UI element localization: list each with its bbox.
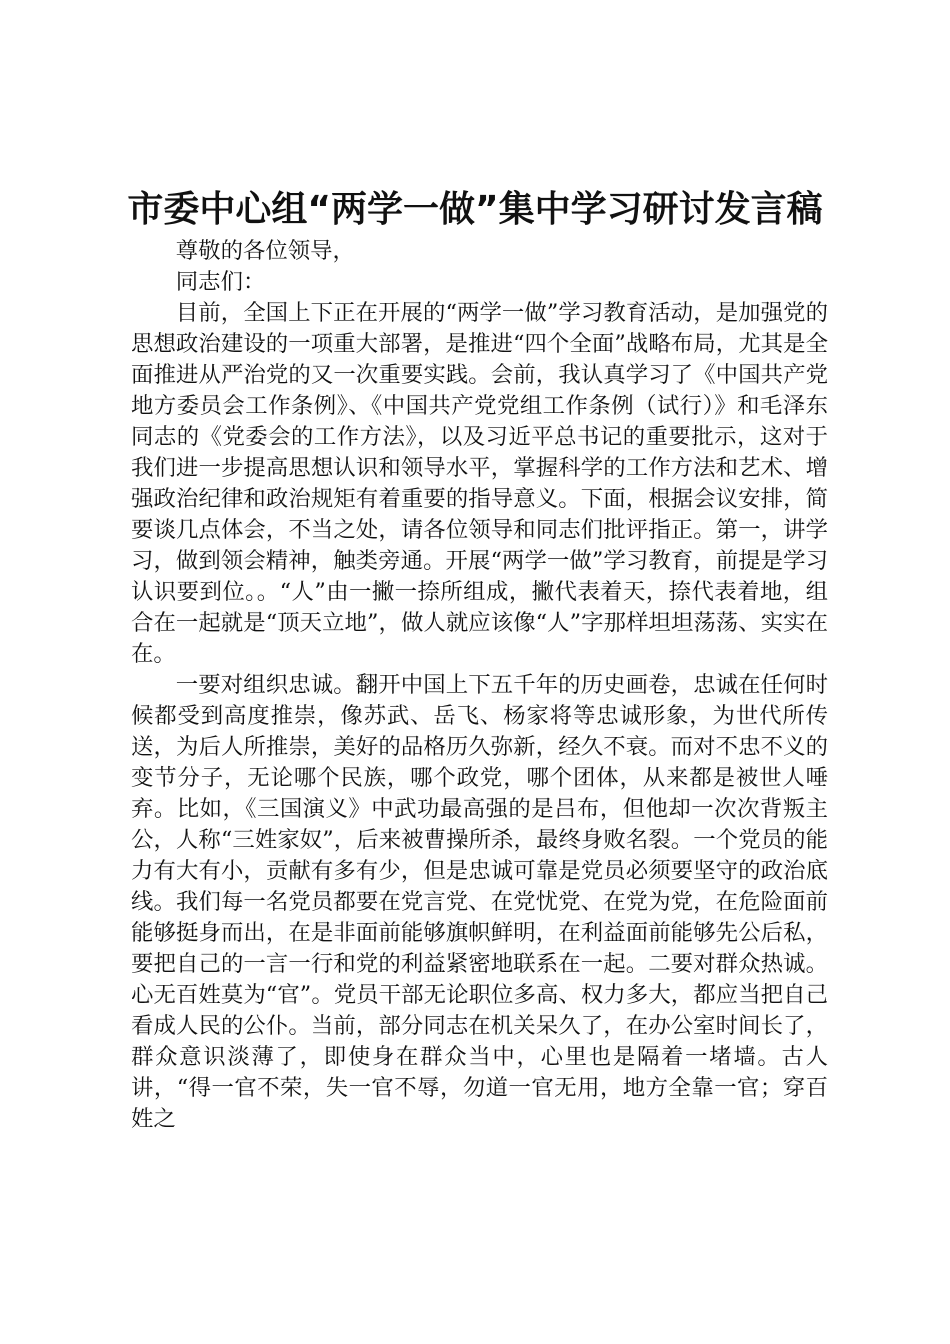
body-paragraph: 一要对组织忠诚。翻开中国上下五千年的历史画卷，忠诚在任何时候都受到高度推崇，像苏武、岳飞、杨家将等忠诚形象，为世代所传送，为后人所推崇，美好的品格历久弥新，经久不衰。而对不忠不义的变节分子，无论哪个民族，哪个政党，哪个团体，从来都是被世人唾弃。比如，《三国演义》中武功最高强的是吕布，但他却一次次背叛主公，人称“三姓家奴”，后来被曹操所杀，最终身败名裂。一个党员的能力有大有小，贡献有多有少，但是忠诚可靠是党员必须要坚守的政治底线。我们每一名党员都要在党言党、在党忧党、在党为党，在危险面前能够挺身而出，在是非面前能够旗帜鲜明，在利益面前能够先公后私，要把自己的一言一行和党的利益紧密地联系在一起。二要对群众热诚。心无百姓莫为“官”。党员干部无论职位多高、权力多大，都应当把自己看成人民的公仆。当前，部分同志在机关呆久了，在办公室时间长了，群众意识淡薄了，即使身在群众当中，心里也是隔着一堵墙。古人讲，“得一官不荣，失一官不辱，勿道一官无用，地方全靠一官；穿百姓之 (131, 672, 828, 1132)
document-body (131, 236, 828, 1135)
salutation-line: 尊敬的各位领导， (175, 238, 355, 264)
body-paragraph: 目前，全国上下正在开展的“两学一做”学习教育活动，是加强党的思想政治建设的一项重大部署，是推进“四个全面”战略布局，尤其是全面推进从严治党的又一次重要实践。会前，我认真学习了《中国共产党地方委员会工作条例》、《中国共产党党组工作条例（试行）》和毛泽东同志的《党委会的工作方法》，以及习近平总书记的重要批示，这对于我们进一步提高思想认识和领导水平，掌握科学的工作方法和艺术、增强政治纪律和政治规矩有着重要的指导意义。下面，根据会议安排，简要谈几点体会，不当之处，请各位领导和同志们批评指正。第一，讲学习，做到领会精神，触类旁通。开展“两学一做”学习教育，前提是学习认识要到位。。“人”由一撇一捺所组成，撇代表着天，捺代表着地，组合在一起就是“顶天立地”，做人就应该像“人”字那样坦坦荡荡、实实在在。 (131, 300, 828, 667)
salutation-line: 同志们： (175, 269, 266, 295)
document-title: 市委中心组“两学一做”集中学习研讨发言稿 (127, 189, 823, 230)
